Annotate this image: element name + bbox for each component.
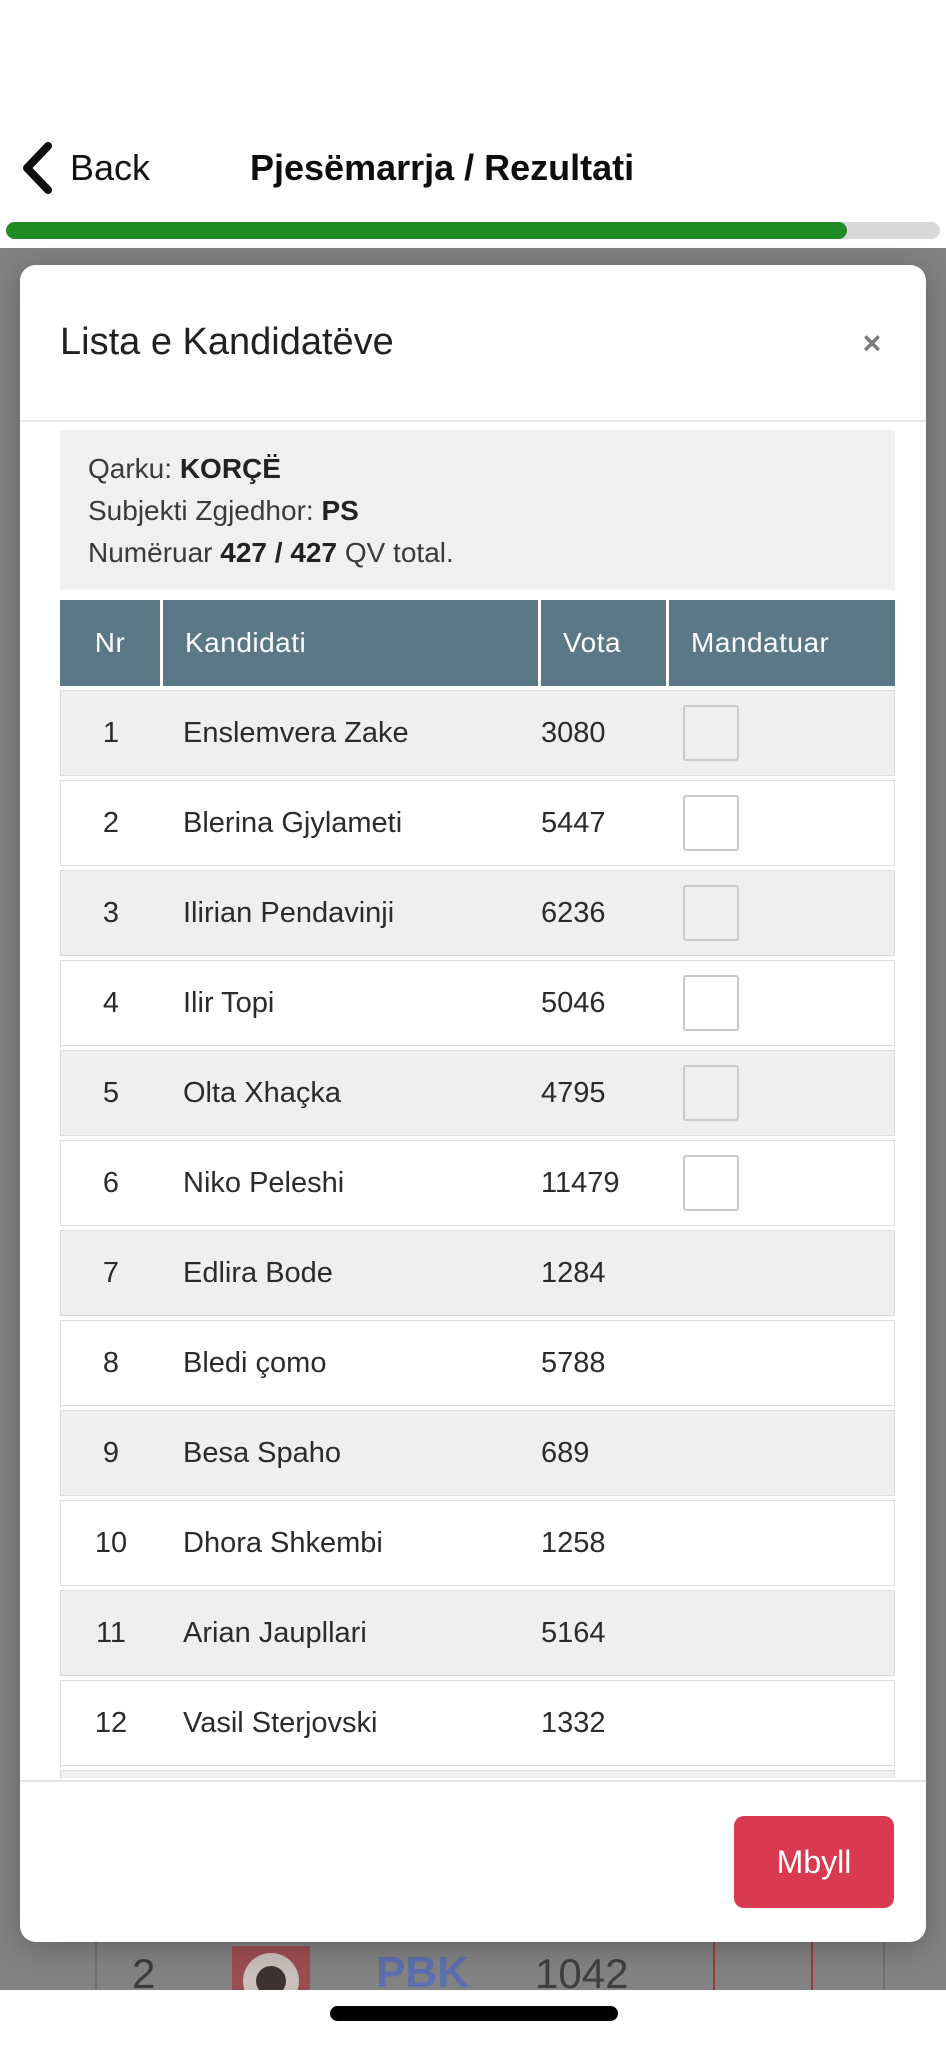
nr-cell: 7 xyxy=(102,1256,120,1289)
background-cell-border xyxy=(883,1940,885,1990)
mandatuar-checkbox[interactable] xyxy=(683,885,739,941)
mandatuar-cell xyxy=(667,1051,893,1135)
mandatuar-cell xyxy=(667,1231,893,1315)
nr-cell: 2 xyxy=(102,806,120,839)
nr-cell: 6 xyxy=(102,1166,120,1199)
kandidati-cell: Niko Peleshi xyxy=(183,1166,345,1199)
kandidati-cell: Ilirian Pendavinji xyxy=(183,896,395,929)
kandidati-cell: Enslemvera Zake xyxy=(183,716,409,749)
background-cell-border xyxy=(713,1940,715,1990)
kandidati-cell: Vasil Sterjovski xyxy=(183,1706,378,1739)
table-row xyxy=(60,1590,895,1676)
candidates-table xyxy=(60,600,895,1778)
table-row xyxy=(60,1410,895,1496)
kandidati-cell: Arian Jaupllari xyxy=(183,1616,367,1649)
vota-cell: 5447 xyxy=(541,806,606,839)
nr-cell: 11 xyxy=(95,1616,127,1649)
nr-cell: 3 xyxy=(102,896,120,929)
nr-cell: 4 xyxy=(102,986,120,1019)
vota-cell: 5046 xyxy=(541,986,606,1019)
party-abbreviation-link: PBK xyxy=(376,1948,469,1990)
kandidati-cell: Ilir Topi xyxy=(183,986,275,1019)
qarku-line: Qarku: KORÇË xyxy=(88,453,281,484)
kandidati-cell: Edlira Bode xyxy=(183,1256,333,1289)
candidate-list-modal xyxy=(20,265,926,1940)
kandidati-cell: Besa Spaho xyxy=(183,1436,342,1469)
column-header-kandidati: Kandidati xyxy=(163,600,538,686)
table-row xyxy=(60,1050,895,1136)
mandatuar-cell xyxy=(667,1591,893,1675)
vota-cell: 3080 xyxy=(541,716,606,749)
qarku-value: KORÇË xyxy=(179,453,281,484)
table-row xyxy=(60,1320,895,1406)
table-row xyxy=(60,1680,895,1766)
vota-cell: 689 xyxy=(541,1436,590,1469)
vota-cell: 6236 xyxy=(541,896,606,929)
mandatuar-checkbox[interactable] xyxy=(683,705,739,761)
progress-bar-fill xyxy=(6,222,847,239)
mandatuar-checkbox[interactable] xyxy=(683,975,739,1031)
background-result-row xyxy=(0,1940,946,1990)
nr-cell: 5 xyxy=(102,1076,120,1109)
kandidati-cell: Bledi çomo xyxy=(183,1346,327,1379)
kandidati-cell: Olta Xhaçka xyxy=(183,1076,341,1109)
app-header xyxy=(0,0,946,222)
mandatuar-checkbox[interactable] xyxy=(683,1065,739,1121)
mandatuar-cell xyxy=(667,781,893,865)
mandatuar-cell xyxy=(667,1681,893,1765)
mandatuar-cell xyxy=(667,961,893,1045)
background-cell-border xyxy=(811,1940,813,1990)
background-row-number: 2 xyxy=(132,1950,156,1990)
nr-cell: 8 xyxy=(102,1346,120,1379)
vota-cell: 1258 xyxy=(541,1526,606,1559)
page-title: Pjesëmarrja / Rezultati xyxy=(250,147,635,188)
back-button[interactable] xyxy=(20,138,150,198)
party-emblem-icon xyxy=(243,1953,299,1990)
numeruar-line: Numëruar 427 / 427 QV total. xyxy=(88,537,454,568)
column-header-vota: Vota xyxy=(541,600,666,686)
mandatuar-cell xyxy=(667,1321,893,1405)
column-header-nr: Nr xyxy=(60,600,160,686)
nr-cell: 10 xyxy=(94,1526,128,1559)
mbyll-button[interactable]: Mbyll xyxy=(734,1816,894,1908)
mandatuar-cell xyxy=(667,1501,893,1585)
table-rows xyxy=(60,690,895,1766)
table-row xyxy=(60,690,895,776)
kandidati-cell: Blerina Gjylameti xyxy=(183,806,403,839)
vota-cell: 1332 xyxy=(541,1706,606,1739)
vota-cell: 5164 xyxy=(541,1616,606,1649)
column-header-mandatuar: Mandatuar xyxy=(669,600,895,686)
modal-title: Lista e Kandidatëve xyxy=(60,321,394,363)
table-row xyxy=(60,1500,895,1586)
background-cell-border xyxy=(95,1940,97,1990)
background-votes-value: 1042 xyxy=(535,1950,629,1990)
system-bottom-area xyxy=(0,1990,946,2048)
nr-cell: 9 xyxy=(102,1436,120,1469)
modal-footer xyxy=(20,1780,926,1942)
progress-bar xyxy=(6,222,940,239)
vota-cell: 4795 xyxy=(541,1076,606,1109)
mandatuar-checkbox[interactable] xyxy=(683,795,739,851)
vota-cell: 1284 xyxy=(541,1256,606,1289)
subjekti-value: PS xyxy=(321,495,359,526)
table-row xyxy=(60,1140,895,1226)
nr-cell: 1 xyxy=(102,716,120,749)
modal-body xyxy=(20,422,926,1778)
back-label: Back xyxy=(70,147,151,188)
modal-header xyxy=(20,265,926,422)
table-row xyxy=(60,960,895,1046)
mandatuar-checkbox[interactable] xyxy=(683,1155,739,1211)
mandatuar-cell xyxy=(667,871,893,955)
table-header-row xyxy=(60,600,895,686)
party-logo xyxy=(232,1946,310,1990)
nr-cell: 12 xyxy=(94,1706,128,1739)
mandatuar-cell xyxy=(667,1411,893,1495)
vota-cell: 11479 xyxy=(541,1166,620,1199)
mandatuar-cell xyxy=(667,1141,893,1225)
clipped-next-row xyxy=(60,1770,895,1778)
home-indicator xyxy=(330,2006,618,2021)
table-row xyxy=(60,1230,895,1316)
table-row xyxy=(60,780,895,866)
numeruar-value: 427 / 427 xyxy=(220,537,338,568)
table-row xyxy=(60,870,895,956)
mandatuar-cell xyxy=(667,691,893,775)
kandidati-cell: Dhora Shkembi xyxy=(183,1526,383,1559)
summary-info-box xyxy=(60,430,895,590)
close-icon[interactable]: × xyxy=(862,325,882,361)
subjekti-line: Subjekti Zgjedhor: PS xyxy=(88,495,359,526)
vota-cell: 5788 xyxy=(541,1346,606,1379)
chevron-left-icon xyxy=(20,142,54,194)
modal-overlay xyxy=(0,248,946,1990)
